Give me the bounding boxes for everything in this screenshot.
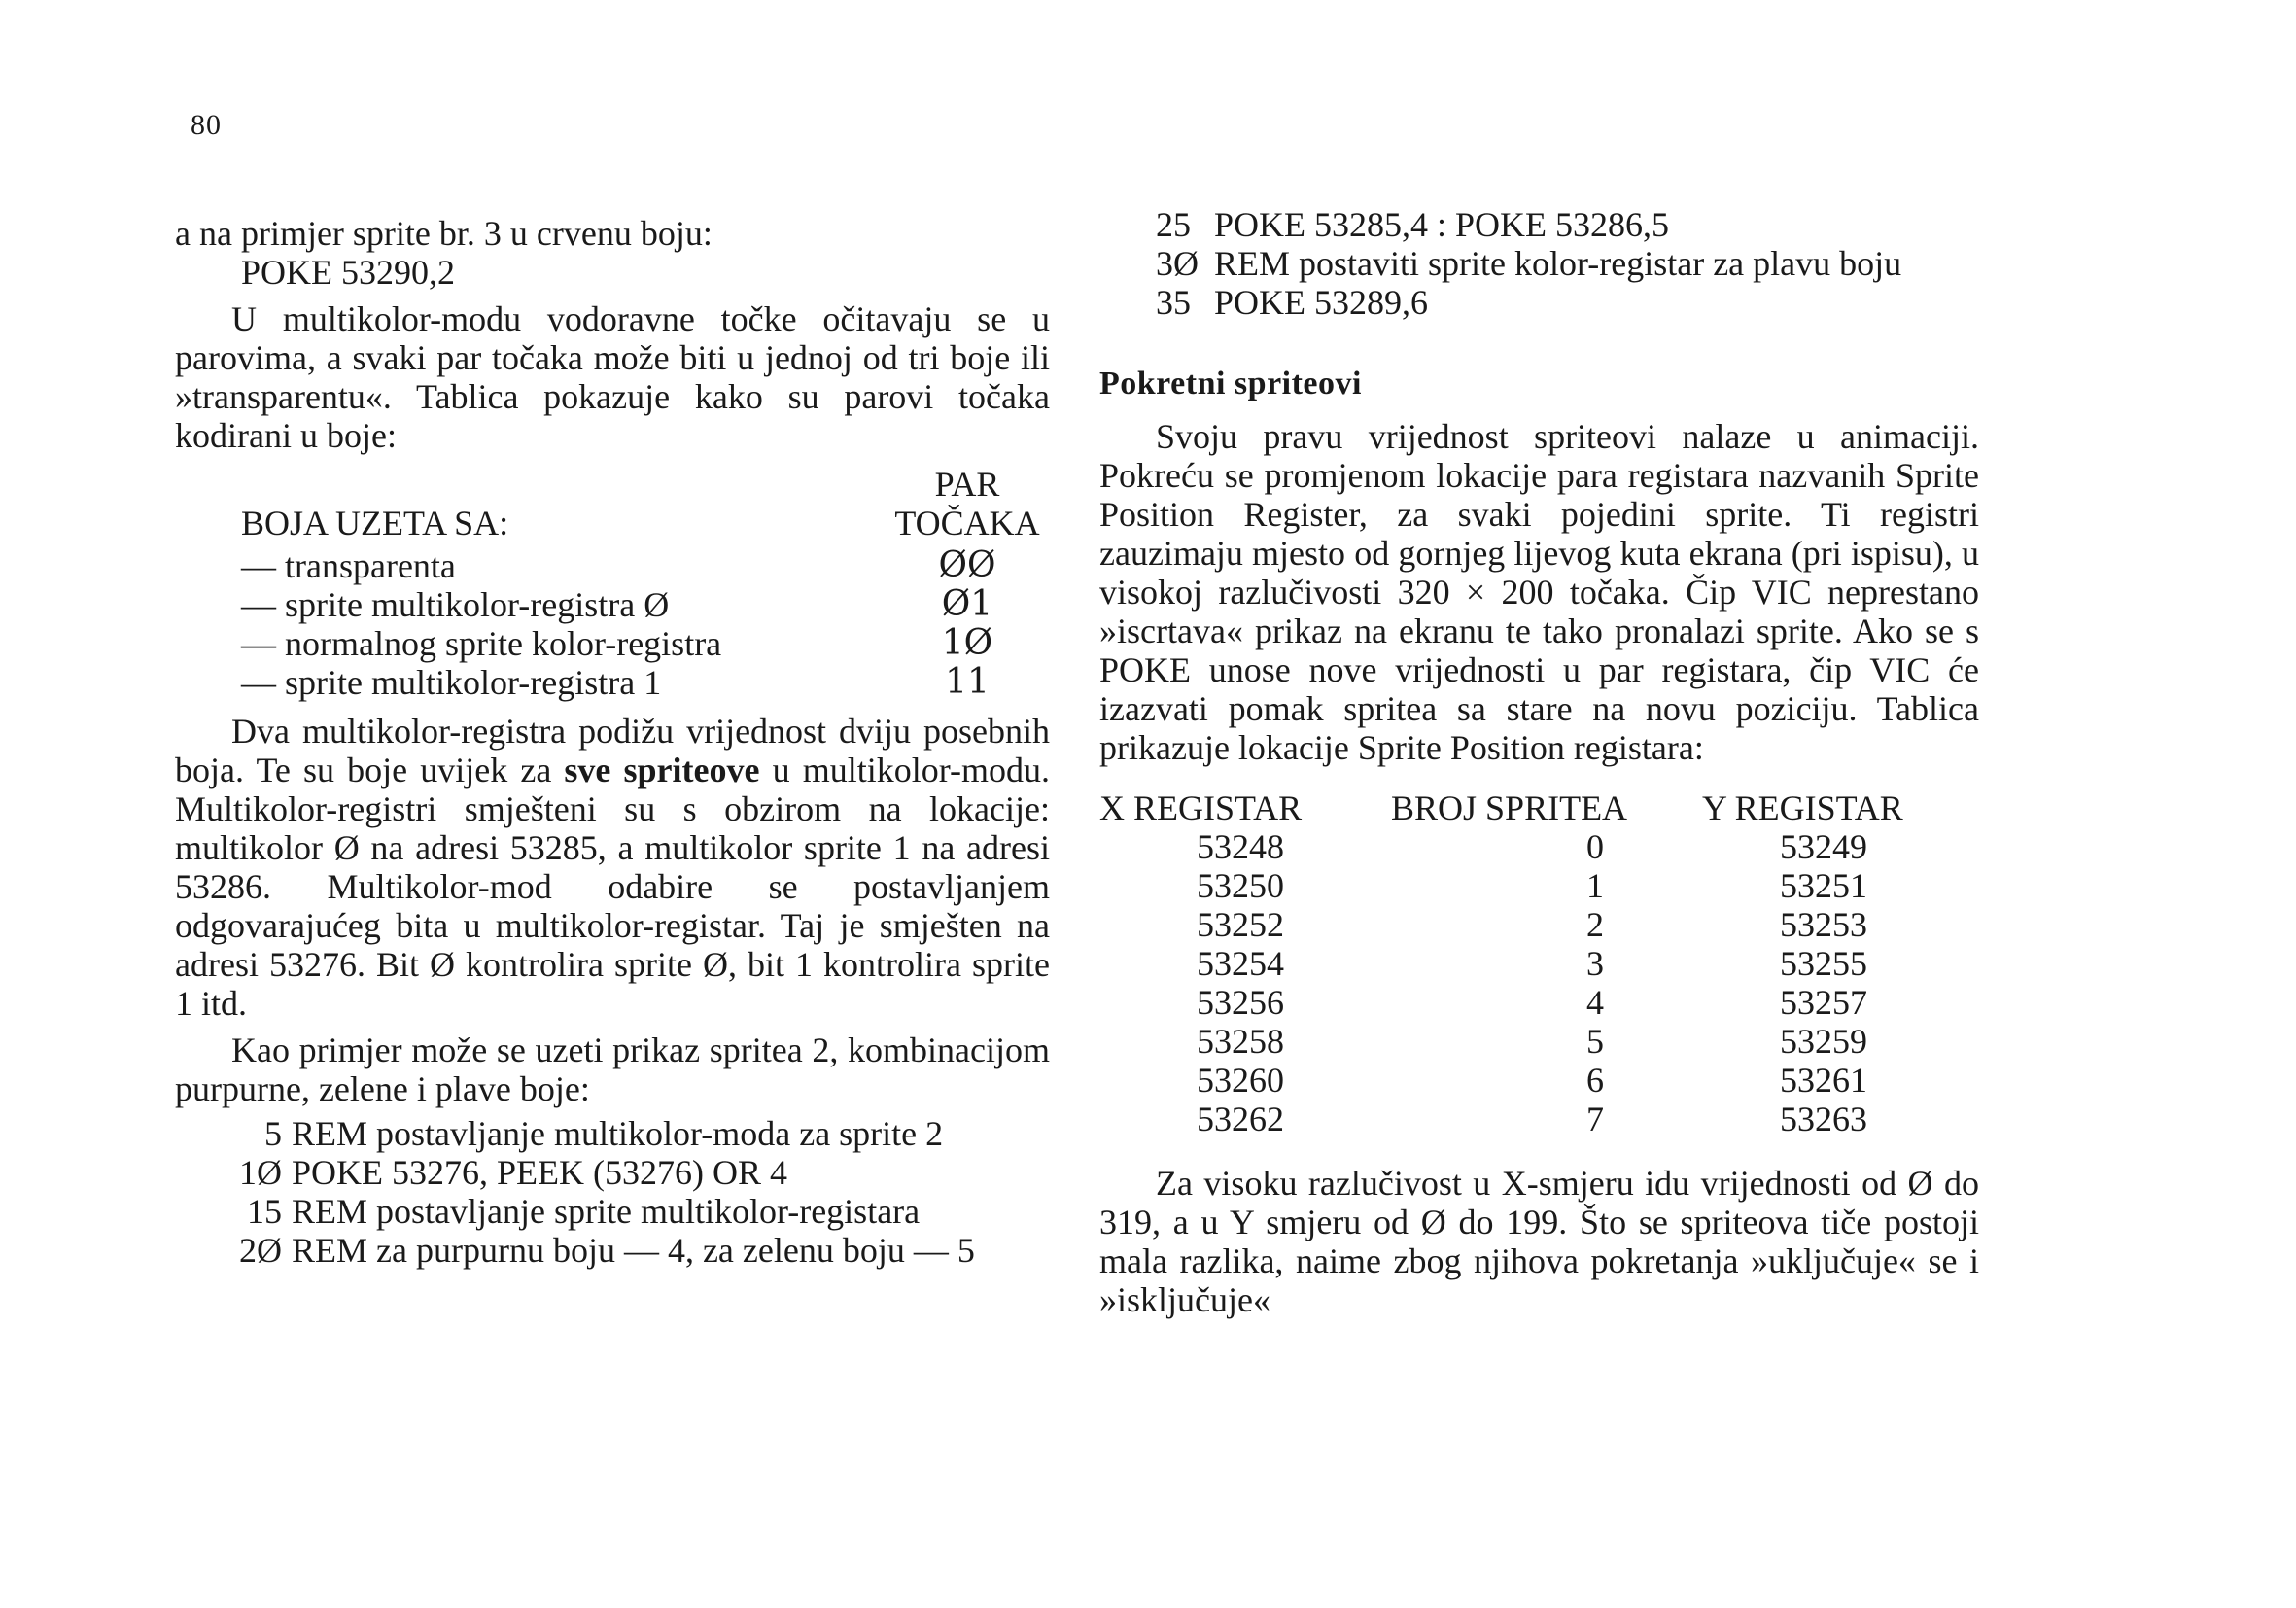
code-line-text: POKE 53285,4 : POKE 53286,5 <box>1214 205 1670 244</box>
color-table-label: — transparenta <box>241 546 456 585</box>
y-register-value: 53253 <box>1780 905 1867 944</box>
y-register-value: 53261 <box>1780 1061 1867 1100</box>
sprite-number-value: 5 <box>1586 1022 1604 1061</box>
color-table-value: Ø1 <box>941 584 993 624</box>
code-line <box>1099 244 1979 283</box>
color-table-label: — sprite multikolor-registra Ø <box>241 585 670 624</box>
sprite-table-row <box>1099 1100 1979 1138</box>
sprite-table-row <box>1099 944 1979 983</box>
paragraph-text: u multikolor-modu. Multikolor-registri smješteni su s obzirom na lokacije: multikolor Ø na adresi 53285, a multikolor sprite 1 na adresi 53286. Multikolor-mod odabire se postavljanjem odgovarajućeg bita u multikolor-registar. Taj je smješten na adresi 53276. Bit Ø kontrolira sprite Ø, bit 1 kontrolira sprite 1 itd. <box>175 751 1050 1023</box>
y-register-value: 53257 <box>1780 983 1867 1022</box>
poke-example: POKE 53290,2 <box>241 253 456 292</box>
sprite-table-row <box>1099 1022 1979 1061</box>
code-line-number: 2Ø <box>239 1231 282 1270</box>
color-table-row <box>175 546 1050 585</box>
code-line-number: 15 <box>247 1192 282 1231</box>
code-line-text: REM postavljanje multikolor-moda za sprite 2 <box>292 1114 944 1153</box>
x-register-value: 53252 <box>1197 905 1284 944</box>
sprite-table-row <box>1099 905 1979 944</box>
color-table-row <box>175 585 1050 624</box>
x-register-value: 53258 <box>1197 1022 1284 1061</box>
code-listing-left <box>175 1114 1050 1270</box>
sprite-table-header <box>1099 788 1979 827</box>
paragraph-text: Dva multikolor-registra podižu vrijednost dviju posebnih boja. Te su boje uvijek za <box>175 712 1050 789</box>
code-line-number: 5 <box>264 1114 282 1153</box>
section-heading: Pokretni spriteovi <box>1099 366 1362 402</box>
code-line-number: 3Ø <box>1156 244 1199 283</box>
color-table-header-left: BOJA UZETA SA: <box>241 504 509 542</box>
code-line-text: POKE 53289,6 <box>1214 283 1429 322</box>
code-line <box>1099 283 1979 322</box>
sprite-number-value: 2 <box>1586 905 1604 944</box>
color-table-value: 1Ø <box>941 623 993 663</box>
paragraph-moving-sprites: Svoju pravu vrijednost spriteovi nalaze u animaciji. Pokreću se promjenom lokacije para registara nazvanih Sprite Position Register, za svaki pojedini sprite. Ti registri zauzimaju mjesto od gornjeg lijevog kuta ekrana (pri ispisu), u visokoj razlučivosti 320 × 200 točaka. Čip VIC neprestano »iscrtava« prikaz na ekranu te tako pronalazi sprite. Ako se s POKE unose nove vrijednosti u par registara, čip VIC će izazvati pomak spritea sa stare na novu poziciju. Tablica prikazuje lokacije Sprite Position registara: <box>1099 417 1979 767</box>
sprite-number-value: 3 <box>1586 944 1604 983</box>
y-register-value: 53259 <box>1780 1022 1867 1061</box>
code-line-text: REM za purpurnu boju — 4, za zelenu boju — 5 <box>292 1231 975 1270</box>
color-table-row <box>175 624 1050 663</box>
code-line-text: REM postavljanje sprite multikolor-registara <box>292 1192 921 1231</box>
code-line <box>175 1153 1050 1192</box>
code-line-number: 35 <box>1156 283 1191 322</box>
color-table-header-right <box>885 465 1050 542</box>
color-table-value: 11 <box>945 662 990 702</box>
x-register-value: 53262 <box>1197 1100 1284 1138</box>
code-listing-right <box>1099 205 1979 322</box>
sprite-table-row <box>1099 866 1979 905</box>
color-table-label: — normalnog sprite kolor-registra <box>241 624 722 663</box>
paragraph-resolution: Za visoku razlučivost u X-smjeru idu vrijednosti od Ø do 319, a u Y smjeru od Ø do 199. Što se spriteova tiče postoji mala razlika, naime zbog njihova pokretanja »uključuje« se i »isključuje« <box>1099 1164 1979 1319</box>
header-x-register: X REGISTAR <box>1099 788 1303 827</box>
y-register-value: 53249 <box>1780 827 1867 866</box>
x-register-value: 53256 <box>1197 983 1284 1022</box>
sprite-number-value: 7 <box>1586 1100 1604 1138</box>
code-line <box>175 1114 1050 1153</box>
paragraph-multicolor-registers <box>175 712 1050 1023</box>
x-register-value: 53248 <box>1197 827 1284 866</box>
sprite-table-row <box>1099 1061 1979 1100</box>
paragraph-example-intro: Kao primjer može se uzeti prikaz spritea 2, kombinacijom purpurne, zelene i plave boje: <box>175 1031 1050 1108</box>
y-register-value: 53263 <box>1780 1100 1867 1138</box>
color-pair-table <box>175 465 1050 702</box>
page-number: 80 <box>191 109 222 141</box>
sprite-table-body <box>1099 827 1979 1138</box>
header-y-register: Y REGISTAR <box>1702 788 1903 827</box>
code-line-text: REM postaviti sprite kolor-registar za plavu boju <box>1214 244 1902 283</box>
color-table-row <box>175 663 1050 702</box>
y-register-value: 53255 <box>1780 944 1867 983</box>
code-line <box>175 1231 1050 1270</box>
sprite-number-value: 0 <box>1586 827 1604 866</box>
sprite-table-row <box>1099 983 1979 1022</box>
color-table-header <box>175 465 1050 542</box>
sprite-position-table <box>1099 788 1979 1138</box>
paragraph-multicolor-intro: U multikolor-modu vodoravne točke očitavaju se u parovima, a svaki par točaka može biti u jednoj od tri boje ili »transparentu«. Tablica pokazuje kako su parovi točaka kodirani u boje: <box>175 299 1050 455</box>
intro-line: a na primjer sprite br. 3 u crvenu boju: <box>175 214 713 253</box>
x-register-value: 53254 <box>1197 944 1284 983</box>
header-sprite-number: BROJ SPRITEA <box>1391 788 1628 827</box>
color-table-header-par: PAR <box>934 465 1000 504</box>
code-line <box>175 1192 1050 1231</box>
x-register-value: 53260 <box>1197 1061 1284 1100</box>
right-column <box>1099 205 1979 1319</box>
sprite-number-value: 4 <box>1586 983 1604 1022</box>
left-column <box>175 214 1050 1270</box>
bold-phrase: sve spriteove <box>564 751 760 789</box>
code-line <box>1099 205 1979 244</box>
sprite-table-row <box>1099 827 1979 866</box>
y-register-value: 53251 <box>1780 866 1867 905</box>
code-line-number: 25 <box>1156 205 1191 244</box>
sprite-number-value: 1 <box>1586 866 1604 905</box>
color-table-value: ØØ <box>938 545 996 585</box>
code-line-number: 1Ø <box>239 1153 282 1192</box>
color-table-header-tocaka: TOČAKA <box>894 504 1040 542</box>
color-table-label: — sprite multikolor-registra 1 <box>241 663 662 702</box>
code-line-text: POKE 53276, PEEK (53276) OR 4 <box>292 1153 787 1192</box>
sprite-number-value: 6 <box>1586 1061 1604 1100</box>
x-register-value: 53250 <box>1197 866 1284 905</box>
